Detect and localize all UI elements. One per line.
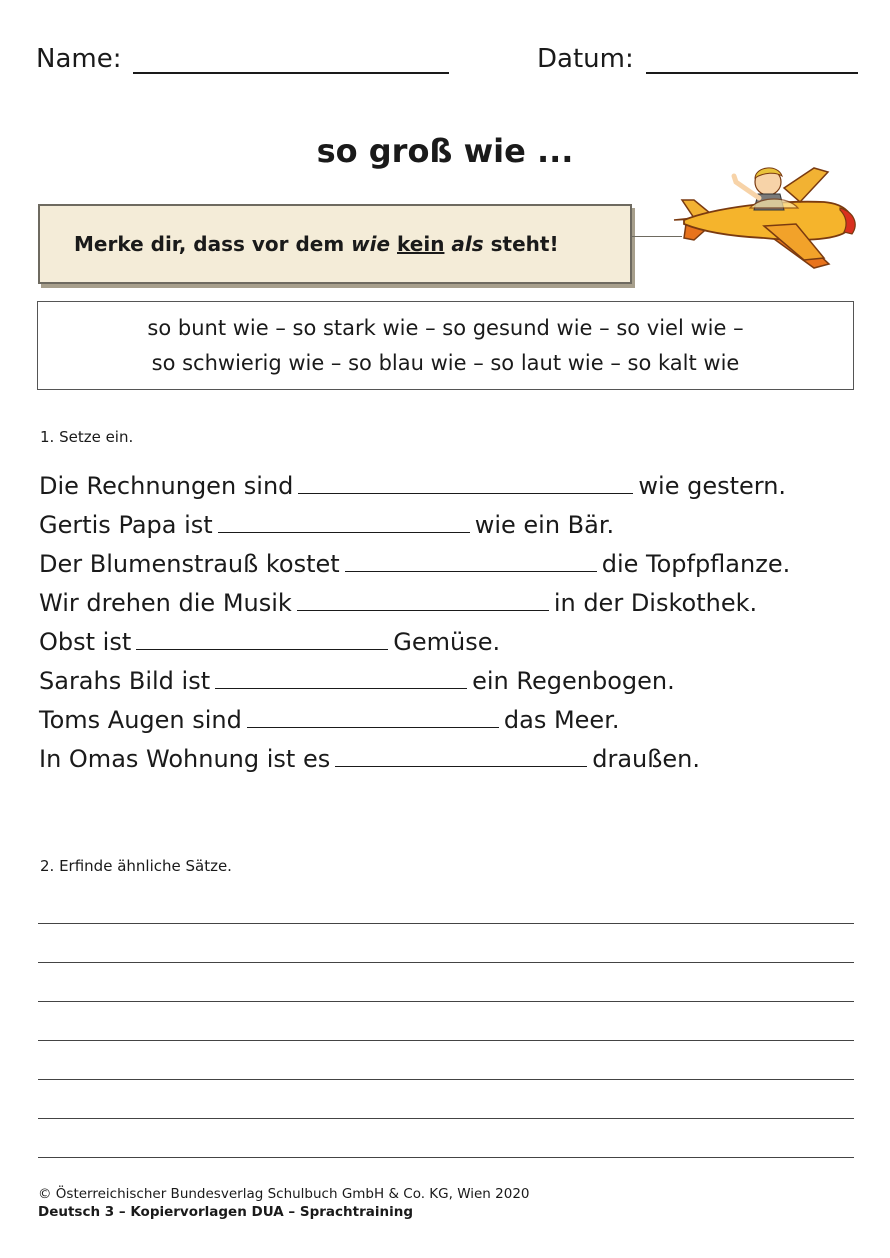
task-2-instruction: 2. Erfinde ähnliche Sätze. (40, 857, 232, 875)
fill-blank[interactable] (298, 467, 633, 494)
sentence-row (39, 467, 790, 506)
writing-line[interactable] (38, 924, 854, 963)
copyright-notice: © Österreichischer Bundesverlag Schulbuch GmbH & Co. KG, Wien 2020 (38, 1186, 530, 1202)
name-input-line[interactable] (133, 44, 449, 74)
sentence-start: Die Rechnungen sind (39, 472, 294, 500)
sentence-list (39, 467, 790, 779)
word-bank-line-1: so bunt wie – so stark wie – so gesund wie – so viel wie – (147, 316, 744, 340)
date-field (537, 44, 858, 74)
merke-word-kein: kein (397, 232, 445, 256)
fill-blank[interactable] (247, 701, 499, 728)
fill-blank[interactable] (215, 662, 467, 689)
word-bank-line-2: so schwierig wie – so blau wie – so laut wie – so kalt wie (151, 351, 740, 375)
writing-line[interactable] (38, 1080, 854, 1119)
series-title: Deutsch 3 – Kopiervorlagen DUA – Sprachtraining (38, 1204, 414, 1220)
word-bank (37, 301, 854, 390)
fill-blank[interactable] (136, 623, 388, 650)
sentence-start: In Omas Wohnung ist es (39, 745, 331, 773)
name-field (36, 44, 449, 74)
merke-banner (38, 204, 632, 284)
sentence-row (39, 740, 790, 779)
fill-blank[interactable] (297, 584, 549, 611)
merke-word-als: als (451, 232, 484, 256)
sentence-end: wie ein Bär. (474, 511, 615, 539)
sentence-row (39, 584, 790, 623)
sentence-end: wie gestern. (638, 472, 787, 500)
sentence-end: Gemüse. (393, 628, 501, 656)
sentence-end: die Topfpflanze. (601, 550, 791, 578)
sentence-start: Wir drehen die Musik (39, 589, 292, 617)
writing-line[interactable] (38, 963, 854, 1002)
sentence-start: Obst ist (39, 628, 132, 656)
sentence-end: das Meer. (503, 706, 620, 734)
sentence-row (39, 623, 790, 662)
sentence-start: Toms Augen sind (39, 706, 242, 734)
name-label: Name: (36, 44, 122, 74)
sentence-end: ein Regenbogen. (472, 667, 675, 695)
fill-blank[interactable] (335, 740, 587, 767)
writing-line[interactable] (38, 1041, 854, 1080)
merke-text-part2: steht! (490, 232, 559, 256)
fill-blank[interactable] (345, 545, 597, 572)
sentence-start: Sarahs Bild ist (39, 667, 211, 695)
sentence-end: in der Diskothek. (553, 589, 758, 617)
airplane-illustration (664, 160, 859, 275)
sentence-start: Gertis Papa ist (39, 511, 213, 539)
merke-text (74, 232, 559, 256)
merke-word-wie: wie (351, 232, 391, 256)
sentence-end: draußen. (592, 745, 700, 773)
task-1-instruction: 1. Setze ein. (40, 428, 134, 446)
sentence-row (39, 506, 790, 545)
merke-text-part1: Merke dir, dass vor dem (74, 232, 345, 256)
sentence-row (39, 701, 790, 740)
fill-blank[interactable] (218, 506, 470, 533)
date-input-line[interactable] (646, 44, 858, 74)
sentence-row (39, 662, 790, 701)
sentence-start: Der Blumenstrauß kostet (39, 550, 340, 578)
writing-line[interactable] (38, 1119, 854, 1158)
sentence-row (39, 545, 790, 584)
page-title: so groß wie ... (316, 132, 574, 170)
writing-line[interactable] (38, 1002, 854, 1041)
date-label: Datum: (537, 44, 634, 74)
writing-lines (38, 923, 854, 1158)
